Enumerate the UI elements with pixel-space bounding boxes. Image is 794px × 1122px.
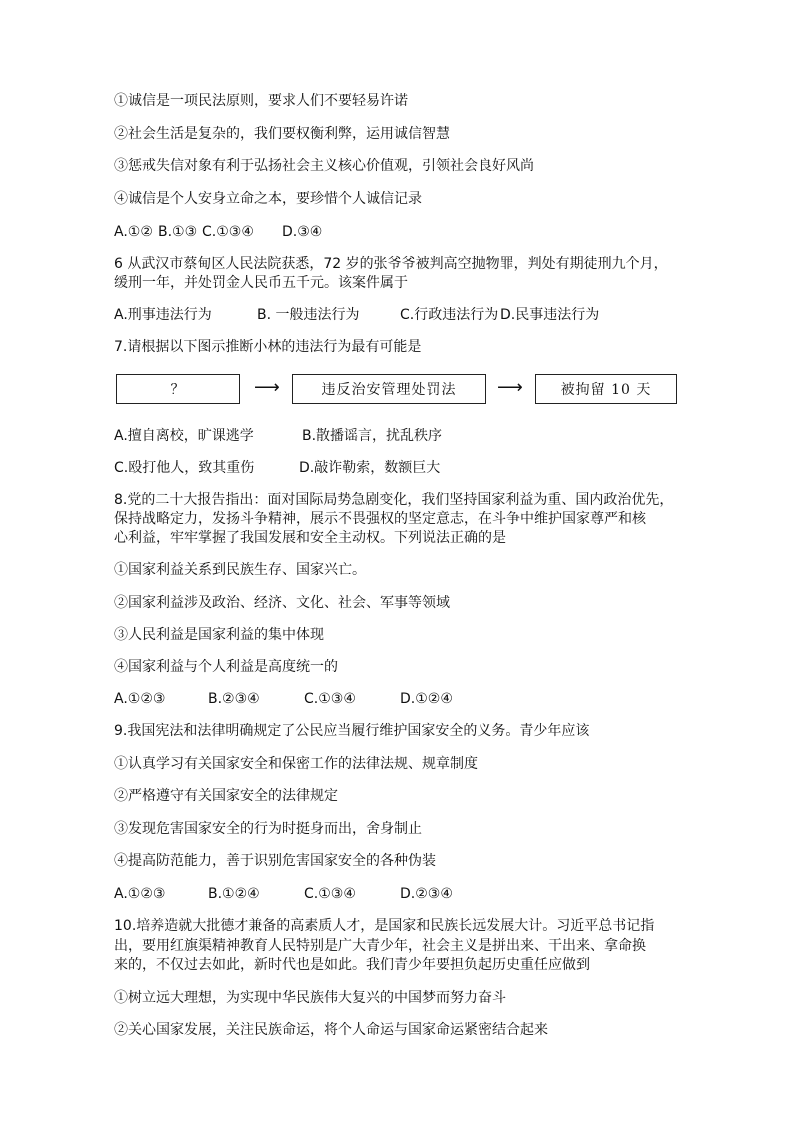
q6-option-a[interactable]: A.刑事违法行为 — [114, 307, 212, 323]
arrow-right-icon: ⟶ — [497, 377, 523, 398]
q10-statement-1: ①树立远大理想，为实现中华民族伟大复兴的中国梦而努力奋斗 — [114, 990, 506, 1006]
q9-option-d[interactable]: D.②③④ — [400, 886, 453, 902]
q7-diagram-box-result: 被拘留 10 天 — [535, 374, 677, 404]
q9-stem: 9.我国宪法和法律明确规定了公民应当履行维护国家安全的义务。青少年应该 — [114, 723, 590, 739]
q8-statement-1: ①国家利益关系到民族生存、国家兴亡。 — [114, 562, 366, 578]
q5-option-b[interactable]: B.①③ — [158, 224, 198, 240]
q9-statement-2: ②严格遵守有关国家安全的法律规定 — [114, 788, 338, 804]
q6-option-c[interactable]: C.行政违法行为 — [400, 307, 499, 323]
q8-option-d[interactable]: D.①②④ — [400, 691, 453, 707]
q5-statement-2: ②社会生活是复杂的，我们要权衡利弊，运用诚信智慧 — [114, 126, 450, 142]
q10-stem-line-2: 出，要用红旗渠精神教育人民特别是广大青少年，社会主义是拼出来、干出来、拿命换 — [114, 938, 646, 954]
q7-diagram-box-unknown: ？ — [116, 374, 240, 404]
q9-option-c[interactable]: C.①③④ — [304, 886, 356, 902]
q7-options-row-2 — [114, 459, 440, 477]
q7-stem: 7.请根据以下图示推断小林的违法行为最有可能是 — [114, 339, 422, 355]
q5-option-a[interactable]: A.①② — [114, 224, 153, 240]
q9-options — [114, 885, 453, 903]
arrow-right-icon: ⟶ — [254, 377, 280, 398]
q5-statement-1: ①诚信是一项民法原则，要求人们不要轻易许诺 — [114, 93, 408, 109]
q9-statement-1: ①认真学习有关国家安全和保密工作的法律法规、规章制度 — [114, 756, 478, 772]
q5-statement-4: ④诚信是个人安身立命之本，要珍惜个人诚信记录 — [114, 191, 422, 207]
q6-stem-line-1: 6 从武汉市蔡甸区人民法院获悉，72 岁的张爷爷被判高空抛物罪，判处有期徒刑九个月， — [114, 256, 668, 272]
q5-options — [114, 223, 322, 241]
q8-statement-4: ④国家利益与个人利益是高度统一的 — [114, 659, 338, 675]
q6-option-d[interactable]: D.民事违法行为 — [500, 307, 600, 323]
q7-options-row-1 — [114, 427, 442, 445]
q7-option-c[interactable]: C.殴打他人，致其重伤 — [114, 460, 255, 476]
q5-statement-3: ③惩戒失信对象有利于弘扬社会主义核心价值观，引领社会良好风尚 — [114, 158, 534, 174]
q9-option-b[interactable]: B.①②④ — [208, 886, 260, 902]
q8-statement-3: ③人民利益是国家利益的集中体现 — [114, 627, 324, 643]
q7-option-d[interactable]: D.敲诈勒索，数额巨大 — [299, 460, 441, 476]
q9-option-a[interactable]: A.①②③ — [114, 886, 166, 902]
q5-option-c[interactable]: C.①③④ — [202, 224, 254, 240]
q9-statement-3: ③发现危害国家安全的行为时挺身而出，舍身制止 — [114, 821, 422, 837]
q10-statement-2: ②关心国家发展，关注民族命运，将个人命运与国家命运紧密结合起来 — [114, 1022, 548, 1038]
q5-option-d[interactable]: D.③④ — [282, 224, 323, 240]
q10-stem-line-1: 10.培养造就大批德才兼备的高素质人才，是国家和民族长远发展大计。习近平总书记指 — [114, 918, 655, 934]
q9-statement-4: ④提高防范能力，善于识别危害国家安全的各种伪装 — [114, 853, 436, 869]
q6-option-b[interactable]: B. 一般违法行为 — [257, 307, 360, 323]
q8-statement-2: ②国家利益涉及政治、经济、文化、社会、军事等领域 — [114, 595, 450, 611]
q6-stem-line-2: 缓刑一年，并处罚金人民币五千元。该案件属于 — [114, 275, 408, 291]
q10-stem-line-3: 来的，不仅过去如此，新时代也是如此。我们青少年要担负起历史重任应做到 — [114, 957, 590, 973]
q7-diagram-box-law: 违反治安管理处罚法 — [292, 374, 486, 404]
q8-stem-line-3: 心利益，牢牢掌握了我国发展和安全主动权。下列说法正确的是 — [114, 530, 506, 546]
q6-options — [114, 306, 599, 324]
q8-option-c[interactable]: C.①③④ — [304, 691, 356, 707]
q8-options — [114, 690, 453, 708]
q8-stem-line-1: 8.党的二十大报告指出：面对国际局势急剧变化，我们坚持国家利益为重、国内政治优先， — [114, 492, 674, 508]
q8-option-a[interactable]: A.①②③ — [114, 691, 166, 707]
q7-option-b[interactable]: B.散播谣言，扰乱秩序 — [302, 428, 443, 444]
q8-stem-line-2: 保持战略定力，发扬斗争精神，展示不畏强权的坚定意志，在斗争中维护国家尊严和核 — [114, 511, 646, 527]
q8-option-b[interactable]: B.②③④ — [208, 691, 260, 707]
q7-option-a[interactable]: A.擅自离校，旷课逃学 — [114, 428, 254, 444]
